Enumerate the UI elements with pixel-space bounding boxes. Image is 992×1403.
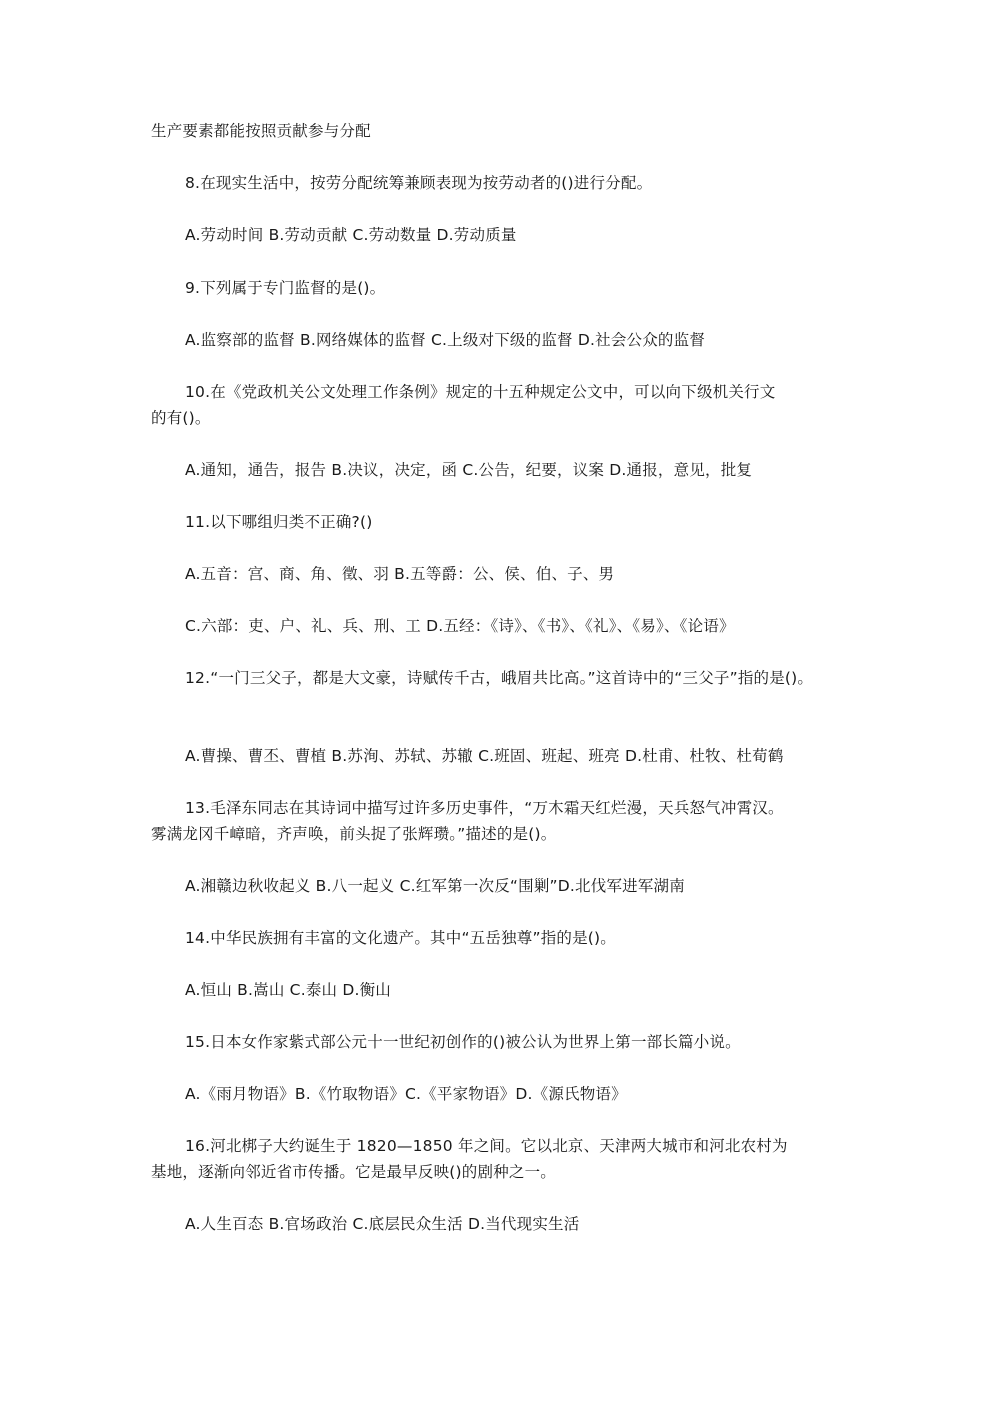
question-8: 8.在现实生活中，按劳分配统筹兼顾表现为按劳动者的()进行分配。 (185, 174, 653, 192)
paragraph-continuation: 生产要素都能按照贡献参与分配 (151, 122, 371, 140)
options-11-cd: C.六部：吏、户、礼、兵、刑、工 D.五经：《诗》、《书》、《礼》、《易》、《论语》 (185, 617, 735, 635)
question-13-cont: 雾满龙冈千嶂暗，齐声唤，前头捉了张辉瓒。”描述的是()。 (151, 825, 557, 843)
question-16-cont: 基地，逐渐向邻近省市传播。它是最早反映()的剧种之一。 (151, 1163, 556, 1181)
options-16: A.人生百态 B.官场政治 C.底层民众生活 D.当代现实生活 (185, 1215, 580, 1233)
question-10-cont: 的有()。 (151, 409, 211, 427)
options-13: A.湘赣边秋收起义 B.八一起义 C.红军第一次反“围剿”D.北伐军进军湖南 (185, 877, 685, 895)
options-8: A.劳动时间 B.劳动贡献 C.劳动数量 D.劳动质量 (185, 226, 517, 244)
question-14: 14.中华民族拥有丰富的文化遗产。其中“五岳独尊”指的是()。 (185, 929, 617, 947)
options-12: A.曹操、曹丕、曹植 B.苏洵、苏轼、苏辙 C.班固、班起、班亮 D.杜甫、杜牧、杜荀鹤 (185, 747, 784, 765)
options-14: A.恒山 B.嵩山 C.泰山 D.衡山 (185, 981, 392, 999)
question-11: 11.以下哪组归类不正确?() (185, 513, 373, 531)
question-15: 15.日本女作家紫式部公元十一世纪初创作的()被公认为世界上第一部长篇小说。 (185, 1033, 741, 1051)
question-12: 12.“一门三父子，都是大文豪，诗赋传千古，峨眉共比高。”这首诗中的“三父子”指的是()。 (185, 669, 814, 687)
question-10: 10.在《党政机关公文处理工作条例》规定的十五种规定公文中，可以向下级机关行文 (185, 383, 776, 401)
question-16: 16.河北梆子大约诞生于 1820—1850 年之间。它以北京、天津两大城市和河北农村为 (185, 1137, 788, 1155)
options-10: A.通知，通告，报告 B.决议，决定，函 C.公告，纪要，议案 D.通报，意见，批复 (185, 461, 753, 479)
question-9: 9.下列属于专门监督的是()。 (185, 279, 386, 297)
options-9: A.监察部的监督 B.网络媒体的监督 C.上级对下级的监督 D.社会公众的监督 (185, 331, 706, 349)
options-15: A.《雨月物语》B.《竹取物语》C.《平家物语》D.《源氏物语》 (185, 1085, 627, 1103)
options-11-ab: A.五音：宫、商、角、徵、羽 B.五等爵：公、侯、伯、子、男 (185, 565, 615, 583)
question-13: 13.毛泽东同志在其诗词中描写过许多历史事件，“万木霜天红烂漫，天兵怒气冲霄汉。 (185, 799, 784, 817)
